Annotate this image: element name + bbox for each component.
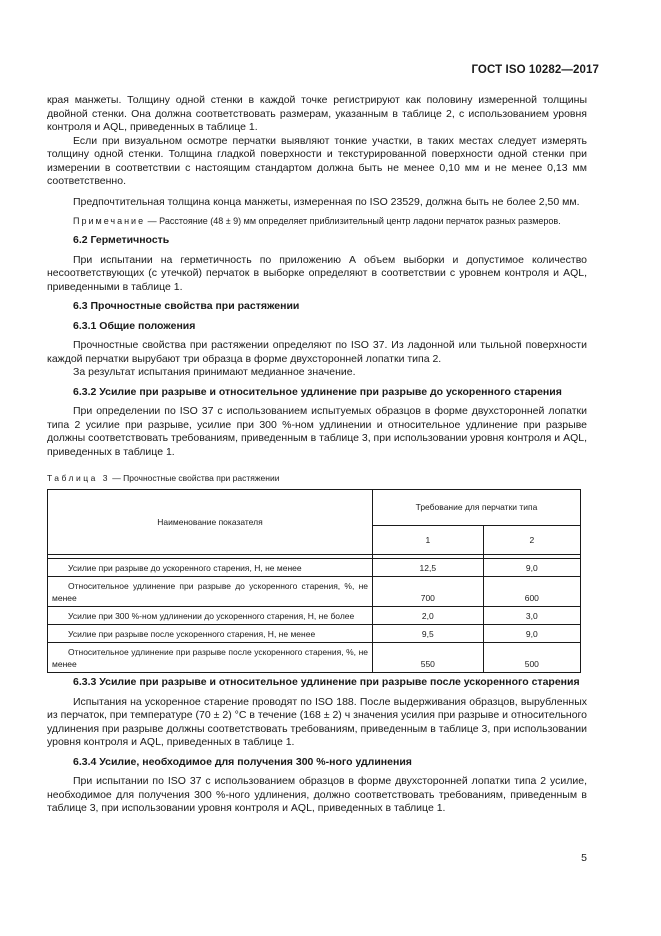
table-caption-label: Таблица 3 xyxy=(47,473,110,483)
note xyxy=(47,215,587,228)
table-cell-name: Относительное удлинение при разрыве после ускоренного старения, %, не менее xyxy=(48,643,373,673)
paragraph: При определении по ISO 37 с использованием испытуемых образцов в форме двухсторонней лопатки типа 2 усилие при разрыве, усилие при 300 %-ном удлинении и относительное удлинение при разрыве должны соответствовать требованиям, приведенным в таблице 3, при использовании уровня контроля и AQL, приведенных в таблице 1. xyxy=(47,405,587,458)
section-heading-6-3-1: 6.3.1 Общие положения xyxy=(73,319,196,332)
section-heading-6-3-3: 6.3.3 Усилие при разрыве и относительное удлинение при разрыве после ускоренного старения xyxy=(73,676,580,688)
table-row xyxy=(48,577,581,607)
page-number: 5 xyxy=(581,852,587,864)
table-caption-text: — Прочностные свойства при растяжении xyxy=(112,473,280,483)
section-heading-6-3-4: 6.3.4 Усилие, необходимое для получения 300 %-ного удлинения xyxy=(73,755,412,768)
table-cell-value: 600 xyxy=(483,577,580,607)
table-cell-name: Относительное удлинение при разрыве до ускоренного старения, %, не менее xyxy=(48,577,373,607)
paragraph: Если при визуальном осмотре перчатки выявляют тонкие участки, в таких местах следует измерять толщину одной стенки. Толщина гладкой поверхности и текстурированной поверхности одной стенки при измерении в соответствии с настоящим стандартом должна быть не менее 0,10 мм и не менее 0,13 мм соответственно. xyxy=(47,134,587,187)
table-cell-value: 2,0 xyxy=(373,607,484,625)
paragraph: Испытания на ускоренное старение проводят по ISO 188. После выдерживания образцов, вырубленных из перчаток, при температуре (70 ± 2) °С в течение (168 ± 2) ч значения усилия при разрыве и относительного удлинения при разрыве должны соответствовать требованиям, приведенным в таблице 3, при использовании уровня контроля и AQL, приведенных в таблице 1. xyxy=(47,695,587,748)
table-cell-value: 9,0 xyxy=(483,559,580,577)
table-cell-value: 12,5 xyxy=(373,559,484,577)
table-header-requirement: Требование для перчатки типа xyxy=(373,490,581,526)
section-heading-6-3: 6.3 Прочностные свойства при растяжении xyxy=(73,300,300,312)
table-row xyxy=(48,559,581,577)
table-cell-value: 700 xyxy=(373,577,484,607)
table-3 xyxy=(47,489,581,673)
paragraph: При испытании по ISO 37 с использованием образцов в форме двухсторонней лопатки типа 2 усилие, необходимое для получения 300 %-ного удлинения, должно соответствовать требованиям, приведенным в таблице 3, при использовании уровня контроля и AQL, приведенных в таблице 1. xyxy=(47,775,587,814)
table-header-name: Наименование показателя xyxy=(48,490,373,555)
document-code: ГОСТ ISO 10282—2017 xyxy=(471,64,599,76)
table-header-type-2: 2 xyxy=(483,525,580,554)
paragraph: При испытании на герметичность по приложению А объем выборки и допустимое количество несоответствующих (с утечкой) перчаток в выборке определяют в соответствии с уровнем контроля и AQL, приведенными в таблице 1. xyxy=(47,253,587,293)
table-cell-name: Усилие при разрыве после ускоренного старения, Н, не менее xyxy=(48,625,373,643)
note-text: — Расстояние (48 ± 9) мм определяет приблизительный центр ладони перчаток разных размеров. xyxy=(147,216,561,226)
paragraph: края манжеты. Толщину одной стенки в каждой точке регистрируют как половину измеренной толщины двойной стенки. Она должна соответствовать размерам, указанным в таблице 2, с использованием уровня контроля и AQL, приведенных в таблице 1. xyxy=(47,94,587,133)
table-row xyxy=(48,625,581,643)
section-heading-6-2: 6.2 Герметичность xyxy=(73,234,170,246)
paragraph: За результат испытания принимают медианное значение. xyxy=(73,366,356,378)
table-cell-value: 9,0 xyxy=(483,625,580,643)
page-content xyxy=(47,94,587,816)
table-cell-name: Усилие при 300 %-ном удлинении до ускоренного старения, Н, не более xyxy=(48,607,373,625)
table-cell-value: 500 xyxy=(483,643,580,673)
section-heading-6-3-2: 6.3.2 Усилие при разрыве и относительное удлинение при разрыве до ускоренного старения xyxy=(73,385,562,398)
table-cell-value: 9,5 xyxy=(373,625,484,643)
table-row xyxy=(48,607,581,625)
table-header-type-1: 1 xyxy=(373,525,484,554)
table-cell-value: 3,0 xyxy=(483,607,580,625)
table-cell-name: Усилие при разрыве до ускоренного старения, Н, не менее xyxy=(48,559,373,577)
paragraph: Прочностные свойства при растяжении определяют по ISO 37. Из ладонной или тыльной поверхности каждой перчатки вырубают три образца в форме двухсторонней лопатки типа 2. xyxy=(47,339,587,365)
note-label: Примечание xyxy=(73,216,146,226)
table-row xyxy=(48,643,581,673)
paragraph: Предпочтительная толщина конца манжеты, измеренная по ISO 23529, должна быть не более 2,50 мм. xyxy=(73,195,580,208)
table-cell-value: 550 xyxy=(373,643,484,673)
table-caption xyxy=(47,473,587,483)
